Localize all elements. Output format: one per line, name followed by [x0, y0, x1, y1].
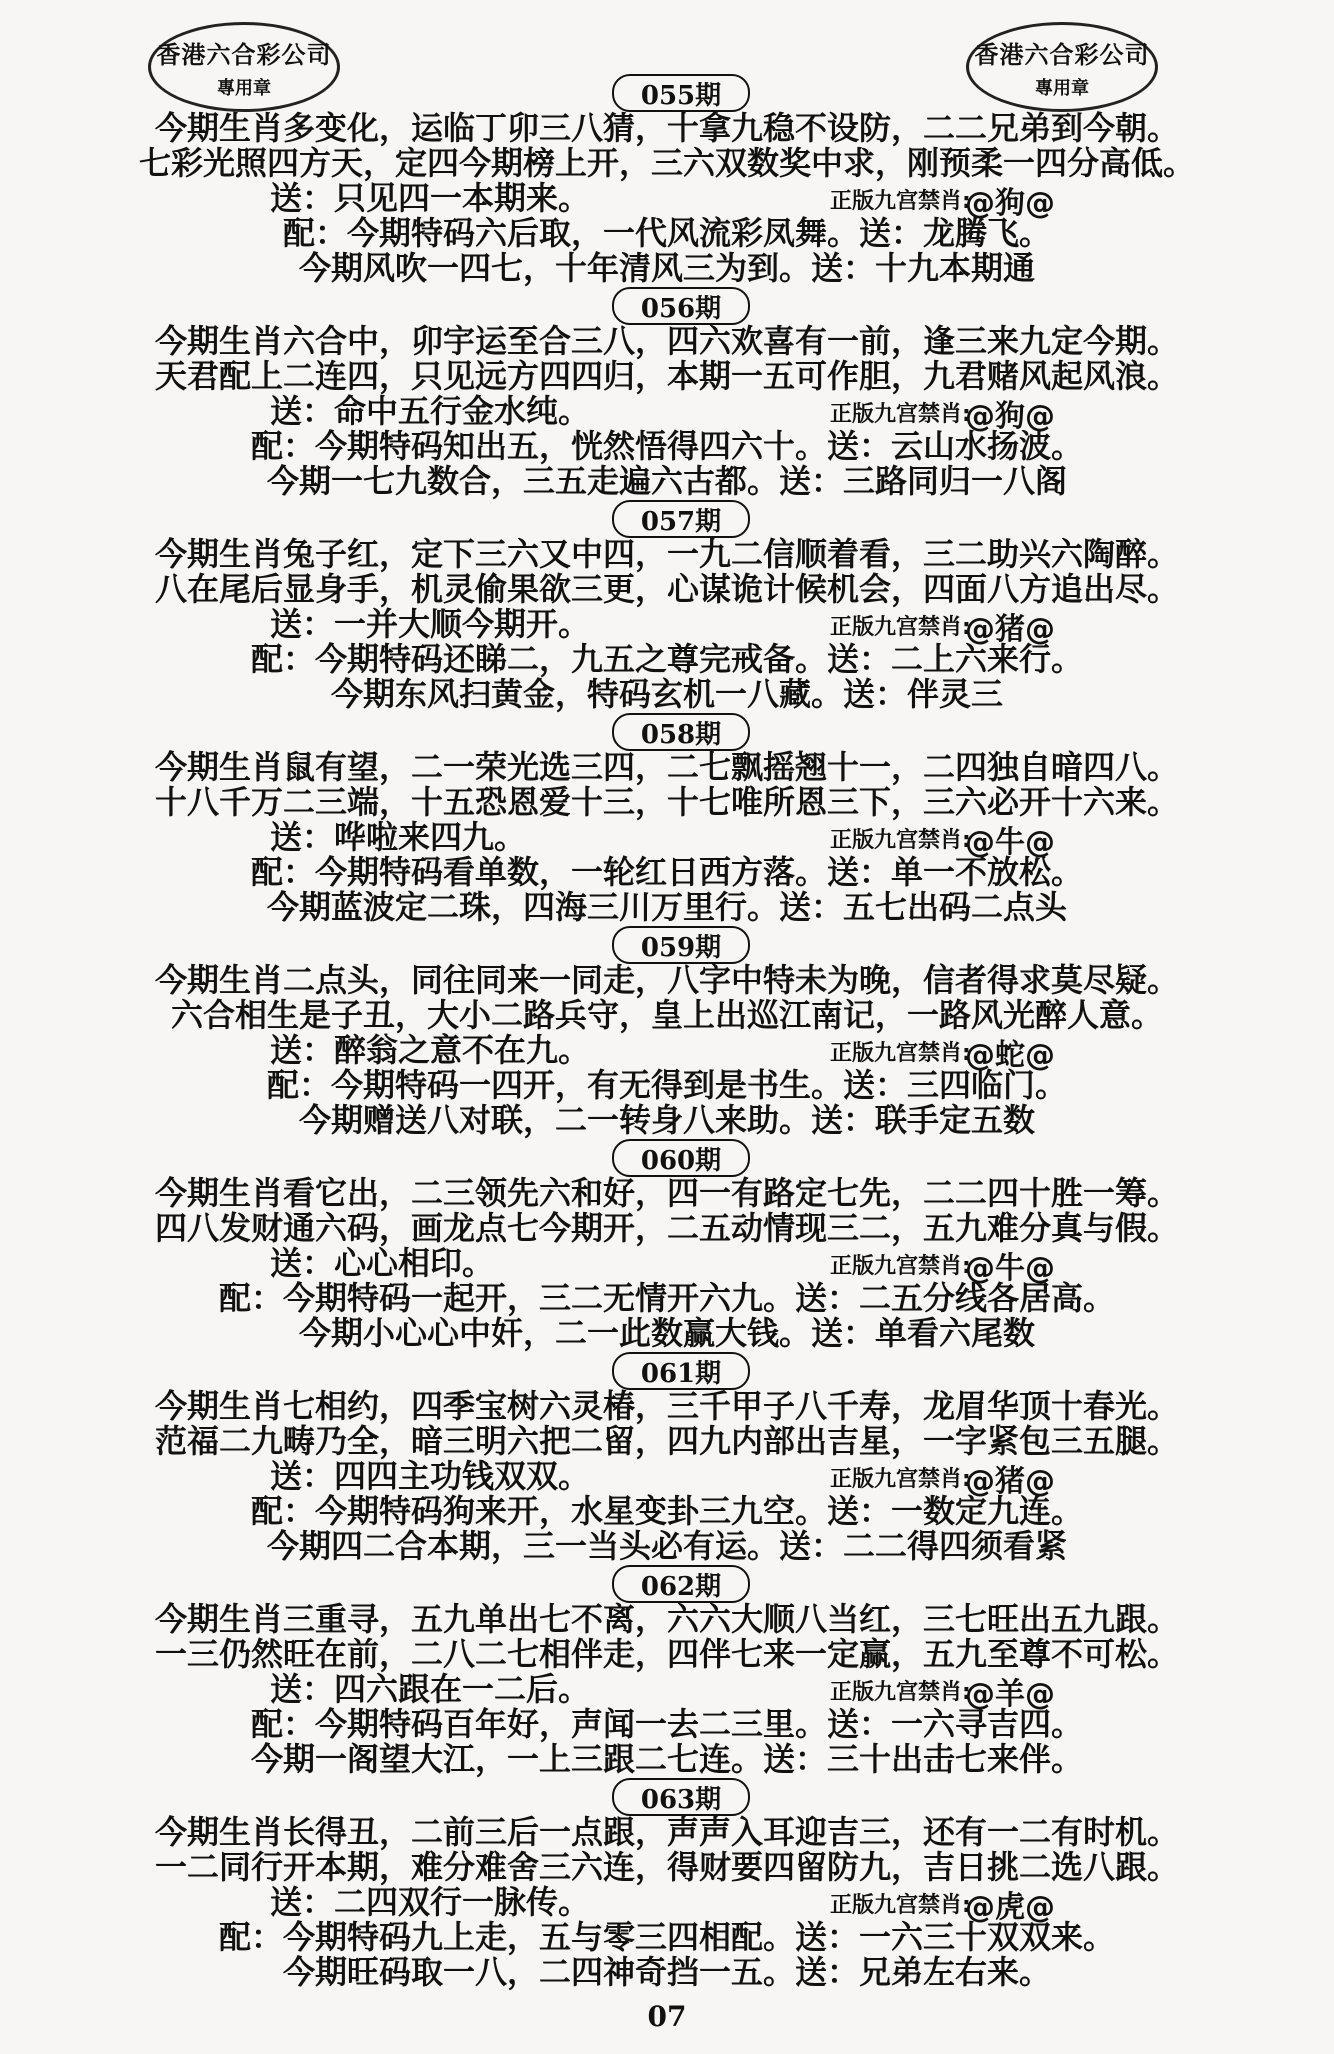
closing-line: 今期旺码取一八，二四神奇挡一五。送：兄弟左右来。 [282, 1953, 1051, 1991]
send-line: 送：心心相印。 [270, 1244, 495, 1282]
send-line: 送：四四主功钱双双。 [270, 1457, 591, 1495]
poem-line-1: 今期生肖长得丑，二前三后一点跟，声声入耳迎吉三，还有一二有时机。 [154, 1813, 1179, 1851]
pairing-line: 配：今期特码一四开，有无得到是书生。送：三四临门。 [266, 1066, 1067, 1104]
forbidden-zodiac-value: @狗@ [965, 399, 1055, 434]
poem-line-1: 今期生肖六合中，卯宇运至合三八，四六欢喜有一前，逢三来九定今期。 [154, 322, 1179, 360]
poem-line-2: 四八发财通六码，画龙点七今期开，二五动情现三二，五九难分真与假。 [154, 1209, 1179, 1247]
period-badge: 058期 [612, 713, 750, 751]
poem-line-2: 一三仍然旺在前，二八二七相伴走，四伴七来一定赢，五九至尊不可松。 [154, 1635, 1179, 1673]
period-badge: 063期 [612, 1778, 750, 1816]
pairing-line: 配：今期特码一起开，三二无情开六九。送：二五分线各居高。 [218, 1279, 1115, 1317]
seal-company-name: 香港六合彩公司 [974, 40, 1150, 69]
send-line: 送：二四双行一脉传。 [270, 1883, 591, 1921]
poem-line-2: 七彩光照四方天，定四今期榜上开，三六双数奖中求，刚预柔一四分高低。 [138, 144, 1195, 182]
closing-line: 今期赠送八对联，二一转身八来助。送：联手定五数 [298, 1101, 1035, 1139]
poem-line-2: 十八千万二三端，十五恐恩爱十三，十七唯所恩三下，三六必开十六来。 [154, 783, 1179, 821]
period-badge: 057期 [612, 500, 750, 538]
send-line: 送：四六跟在一二后。 [270, 1670, 591, 1708]
closing-line: 今期东风扫黄金，特码玄机一八藏。送：伴灵三 [330, 675, 1003, 713]
forbidden-zodiac-value: @猪@ [965, 1464, 1055, 1499]
issue-block [0, 287, 1334, 500]
poem-line-1: 今期生肖兔子红，定下三六又中四，一九二信顺着看，三二助兴六陶醉。 [154, 535, 1179, 573]
seal-company-name: 香港六合彩公司 [156, 40, 332, 69]
pairing-line: 配：今期特码看单数，一轮红日西方落。送：单一不放松。 [250, 853, 1083, 891]
closing-line: 今期小心心中奸，二一此数赢大钱。送：单看六尾数 [298, 1314, 1035, 1352]
issue-block [0, 713, 1334, 926]
period-badge: 061期 [612, 1352, 750, 1390]
forbidden-zodiac-value: @狗@ [965, 186, 1055, 221]
pairing-line: 配：今期特码九上走，五与零三四相配。送：一六三十双双来。 [218, 1918, 1115, 1956]
pairing-line: 配：今期特码六后取，一代风流彩凤舞。送：龙腾飞。 [282, 214, 1051, 252]
send-line: 送：命中五行金水纯。 [270, 392, 591, 430]
issue-block [0, 1352, 1334, 1565]
closing-line: 今期四二合本期，三一当头必有运。送：二二得四须看紧 [266, 1527, 1067, 1565]
pairing-line: 配：今期特码百年好，声闻一去二三里。送：一六寻吉四。 [250, 1705, 1083, 1743]
pairing-line: 配：今期特码狗来开，水星变卦三九空。送：一数定九连。 [250, 1492, 1083, 1530]
forbidden-zodiac-label: 正版九宫禁肖: [830, 1467, 971, 1492]
issue-block [0, 74, 1334, 287]
forbidden-zodiac-value: @牛@ [965, 1251, 1055, 1286]
poem-line-2: 天君配上二连四，只见远方四四归，本期一五可作胆，九君赌风起风浪。 [154, 357, 1179, 395]
pairing-line: 配：今期特码还睇二，九五之尊完戒备。送：二上六来行。 [250, 640, 1083, 678]
send-line: 送：醉翁之意不在九。 [270, 1031, 591, 1069]
poem-line-2: 一二同行开本期，难分难舍三六连，得财要四留防九，吉日挑二选八跟。 [154, 1848, 1179, 1886]
send-line: 送：一并大顺今期开。 [270, 605, 591, 643]
forbidden-zodiac-value: @虎@ [965, 1890, 1055, 1925]
forbidden-zodiac-value: @蛇@ [965, 1038, 1055, 1073]
period-badge: 059期 [612, 926, 750, 964]
poem-line-1: 今期生肖看它出，二三领先六和好，四一有路定七先，二二四十胜一筹。 [154, 1174, 1179, 1212]
forbidden-zodiac-label: 正版九宫禁肖: [830, 1680, 971, 1705]
seal-subtitle: 專用章 [1035, 77, 1089, 99]
issue-block [0, 926, 1334, 1139]
poem-line-1: 今期生肖鼠有望，二一荣光选三四，二七飘摇翘十一，二四独自暗四八。 [154, 748, 1179, 786]
period-badge: 055期 [612, 74, 750, 112]
issue-block [0, 1778, 1334, 1991]
seal-subtitle: 專用章 [217, 77, 271, 99]
forbidden-zodiac-label: 正版九宫禁肖: [830, 1041, 971, 1066]
poem-line-2: 范福二九畴乃全，暗三明六把二留，四九内部出吉星，一字紧包三五腿。 [154, 1422, 1179, 1460]
forbidden-zodiac-value: @羊@ [965, 1677, 1055, 1712]
closing-line: 今期蓝波定二珠，四海三川万里行。送：五七出码二点头 [266, 888, 1067, 926]
forbidden-zodiac-value: @猪@ [965, 612, 1055, 647]
issue-block [0, 1139, 1334, 1352]
poem-line-1: 今期生肖多变化，运临丁卯三八猜，十拿九稳不设防，二二兄弟到今朝。 [154, 109, 1179, 147]
forbidden-zodiac-label: 正版九宫禁肖: [830, 828, 971, 853]
closing-line: 今期一阁望大江，一上三跟二七连。送：三十出击七来伴。 [250, 1740, 1083, 1778]
closing-line: 今期风吹一四七，十年清风三为到。送：十九本期通 [298, 249, 1035, 287]
period-badge: 060期 [612, 1139, 750, 1177]
period-badge: 062期 [612, 1565, 750, 1603]
forbidden-zodiac-label: 正版九宫禁肖: [830, 1893, 971, 1918]
forbidden-zodiac-label: 正版九宫禁肖: [830, 402, 971, 427]
forbidden-zodiac-label: 正版九宫禁肖: [830, 189, 971, 214]
closing-line: 今期一七九数合，三五走遍六古都。送：三路同归一八阁 [266, 462, 1067, 500]
forbidden-zodiac-label: 正版九宫禁肖: [830, 615, 971, 640]
forbidden-zodiac-value: @牛@ [965, 825, 1055, 860]
forbidden-zodiac-label: 正版九宫禁肖: [830, 1254, 971, 1279]
poem-line-1: 今期生肖七相约，四季宝树六灵椿，三千甲子八千寿，龙眉华顶十春光。 [154, 1387, 1179, 1425]
page-number: 07 [647, 2000, 687, 2033]
issue-block [0, 500, 1334, 713]
poem-line-1: 今期生肖二点头，同往同来一同走，八字中特未为晚，信者得求莫尽疑。 [154, 961, 1179, 999]
send-line: 送：只见四一本期来。 [270, 179, 591, 217]
poem-line-1: 今期生肖三重寻，五九单出七不离，六六大顺八当红，三七旺出五九跟。 [154, 1600, 1179, 1638]
issue-block [0, 1565, 1334, 1778]
pairing-line: 配：今期特码知出五，恍然悟得四六十。送：云山水扬波。 [250, 427, 1083, 465]
period-badge: 056期 [612, 287, 750, 325]
issue-list [0, 74, 1334, 1991]
poem-line-2: 六合相生是子丑，大小二路兵守，皇上出巡江南记，一路风光醉人意。 [170, 996, 1163, 1034]
send-line: 送：哗啦来四九。 [270, 818, 527, 856]
poem-line-2: 八在尾后显身手，机灵偷果欲三更，心谋诡计候机会，四面八方追出尽。 [154, 570, 1179, 608]
